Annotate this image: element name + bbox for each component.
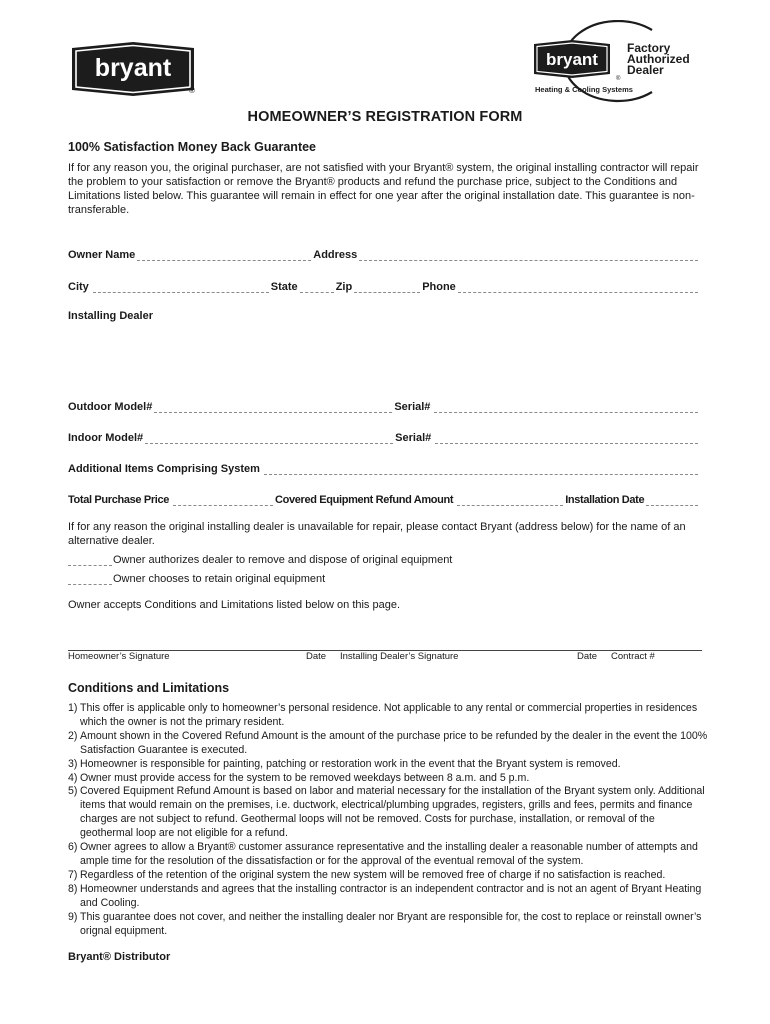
svg-text:bryant: bryant [546, 50, 598, 69]
dispose-option [68, 554, 452, 566]
guarantee-heading: 100% Satisfaction Money Back Guarantee [68, 140, 317, 154]
city-field[interactable] [93, 282, 269, 293]
additional-items-field[interactable] [264, 464, 698, 475]
installation-date-label: Installation Date [565, 494, 645, 506]
dealer-unavailable-text: If for any reason the original installing dealer is unavailable for repair, please contact Bryant (address below) for the name of an alternative dealer. [68, 521, 686, 547]
svg-text:Factory: Factory [627, 41, 671, 55]
retain-option [68, 573, 325, 585]
outdoor-model-label: Outdoor Model# [68, 401, 153, 413]
retain-initial-field[interactable] [68, 574, 112, 585]
conditions-heading: Conditions and Limitations [68, 681, 230, 695]
list-item: 7) Regardless of the retention of the original system the new system will be removed free of charge if no satisfaction is reached. [68, 868, 666, 881]
svg-text:Dealer: Dealer [627, 63, 664, 77]
retain-option-label: Owner chooses to retain original equipment [113, 573, 326, 585]
state-label: State [270, 281, 298, 293]
address-label: Address [313, 249, 358, 261]
factory-authorized-dealer-logo [524, 20, 708, 109]
list-item: 2) Amount shown in the Covered Refund Amount is the amount of the purchase price to be refunded by the dealer in the event the 100% Satisfaction Guarantee is executed. [68, 729, 708, 756]
owner-name-label: Owner Name [68, 249, 136, 261]
bryant-distributor-label: Bryant® Distributor [68, 951, 171, 963]
city-label: City [68, 281, 89, 293]
zip-label: Zip [335, 281, 353, 293]
dealer-signature-label: Installing Dealer’s Signature [340, 651, 459, 662]
signature-area[interactable] [68, 622, 702, 650]
covered-refund-label: Covered Equipment Refund Amount [275, 494, 454, 506]
outdoor-serial-field[interactable] [434, 402, 698, 413]
city-state-zip-phone-row [68, 279, 700, 293]
list-item: 5) Covered Equipment Refund Amount is based on labor and material necessary for the installation of the Bryant system only. Additional items that would remain on the premises, i.e. ductwork, electrical/plumbing upgrades, registers, grills and fees, permits and finance charges are not subject to refund. Geothermal loops will not be removed. Costs for purchase, installation, or removal of the geothermal loop are not eligible for a refund. [68, 785, 705, 840]
dispose-initial-field[interactable] [68, 555, 112, 566]
outdoor-model-row [68, 399, 700, 413]
additional-items-row [68, 461, 700, 475]
phone-field[interactable] [458, 282, 698, 293]
accepts-conditions-text: Owner accepts Conditions and Limitations listed below on this page. [68, 599, 401, 611]
list-item: 9) This guarantee does not cover, and neither the installing dealer nor Bryant are responsible for, the cost to replace or reinstall owner’s orignal equipment. [68, 910, 702, 937]
covered-refund-field[interactable] [457, 495, 563, 506]
indoor-model-label: Indoor Model# [68, 432, 144, 444]
dealer-date-label: Date [577, 651, 598, 662]
address-field[interactable] [359, 250, 698, 261]
homeowner-date-label: Date [306, 651, 327, 662]
indoor-model-row [68, 430, 700, 444]
installing-dealer-area[interactable] [68, 328, 700, 392]
state-field[interactable] [300, 282, 334, 293]
price-refund-date-row [68, 492, 700, 506]
outdoor-model-field[interactable] [154, 402, 392, 413]
list-item: 1) This offer is applicable only to homeowner’s personal residence. Not applicable to any rental or commercial properties in residences which the owner is not the primary resident. [68, 702, 698, 728]
form-title: HOMEOWNER’S REGISTRATION FORM [247, 109, 523, 125]
list-item: 3) Homeowner is responsible for painting, patching or restoration work in the event that the Bryant system is removed. [68, 757, 621, 770]
list-item: 8) Homeowner understands and agrees that the installing contractor is an independent contractor and is not an agent of Bryant Heating and Cooling. [68, 882, 702, 909]
phone-label: Phone [422, 281, 456, 293]
conditions-list [68, 702, 708, 938]
installing-dealer-label: Installing Dealer [68, 310, 153, 322]
bryant-logo [66, 40, 200, 105]
registered-mark: ® [189, 86, 195, 95]
indoor-serial-field[interactable] [435, 433, 698, 444]
intro-paragraph: If for any reason you, the original purchaser, are not satisfied with your Bryant® system, the original installing contractor will repair the problem to your satisfaction or remove the Bryant® products and refund the purchase price, subject to the Conditions and Limitations listed below. This guarantee will remain in effect for one year after the original installation date. This guarantee is non-transferable. [68, 162, 699, 216]
owner-name-field[interactable] [137, 250, 311, 261]
svg-text:Heating & Cooling Systems: Heating & Cooling Systems [535, 85, 633, 94]
indoor-model-field[interactable] [145, 433, 393, 444]
list-item: 4) Owner must provide access for the system to be removed weekdays between 8 a.m. and 5 p.m. [68, 771, 530, 784]
outdoor-serial-label: Serial# [394, 401, 431, 413]
total-purchase-price-field[interactable] [173, 495, 273, 506]
contract-number-label: Contract # [611, 651, 655, 662]
svg-text:Authorized: Authorized [627, 52, 690, 66]
svg-text:®: ® [616, 76, 621, 82]
additional-items-label: Additional Items Comprising System [68, 463, 260, 475]
owner-address-row [68, 247, 700, 261]
installation-date-field[interactable] [646, 495, 698, 506]
homeowner-signature-label: Homeowner’s Signature [68, 651, 170, 662]
list-item: 6) Owner agrees to allow a Bryant® customer assurance representative and the installing dealer a reasonable number of attempts and ample time for the resolution of the dissatisfaction or for the approval of the eventual removal of the system. [68, 841, 698, 867]
svg-text:bryant: bryant [94, 54, 172, 82]
total-purchase-price-label: Total Purchase Price [68, 494, 170, 506]
dispose-option-label: Owner authorizes dealer to remove and dispose of original equipment [113, 554, 453, 566]
zip-field[interactable] [354, 282, 420, 293]
indoor-serial-label: Serial# [395, 432, 432, 444]
